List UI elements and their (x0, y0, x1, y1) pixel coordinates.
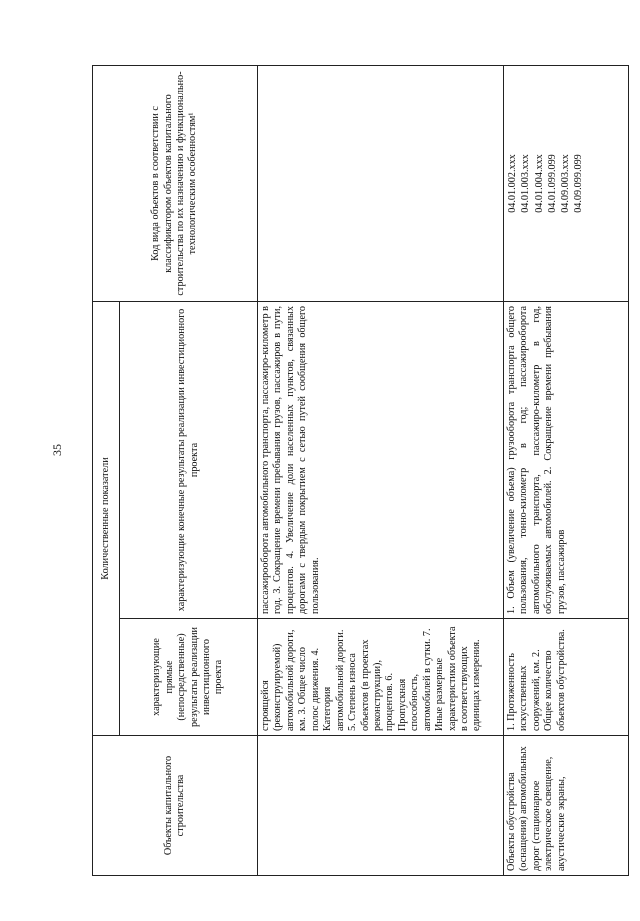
row1-code-cell (258, 66, 504, 302)
row2-direct-results-cell: 1. Протяженность искусственных сооружений, км. 2. Общее количество объектов обустройства. (504, 619, 629, 736)
row2-object-cell: Объекты обустройства (оснащения) автомобильных дорог (стационарное электрическое освещение, акустические экраны, (504, 736, 629, 876)
row1-direct-results-cell: строящейся (реконструируемой) автомобильной дороги, км. 3. Общее число полос движения. 4. Категория автомобильной дороги. 5. Степень износа объектов (в проектах реконструкции), процентов. 6. Пропускная способность, автомобилей в сутки. 7. Иные размерные характеристики объекта в соответствующих единицах измерения. (258, 619, 504, 736)
header-quantitative-indicators: Количественные показатели (93, 302, 120, 736)
object-code: 04.09.099.099 (573, 154, 585, 213)
header-direct-results: характеризующие прямые (непосредственные) результаты реализации инвестиционного проекта (120, 619, 258, 736)
object-code: 04.01.002.xxx (507, 154, 518, 213)
page-number: 35 (50, 444, 64, 456)
rotated-page-content (92, 66, 628, 876)
capital-construction-table (92, 65, 629, 876)
row1-object-cell (258, 736, 504, 876)
object-code: 04.01.004.xxx (533, 154, 545, 213)
object-code: 04.09.003.xxx (560, 154, 571, 213)
object-code: 04.01.003.xxx (520, 154, 532, 213)
header-final-results: характеризующие конечные результаты реализации инвестиционного проекта (120, 302, 258, 619)
row1-final-results-cell: пассажирооборота автомобильного транспорта, пассажиро-километр в год. 3. Сокращение времени пребывания грузов, пассажиров в пути, процентов. 4. Увеличение доли населенных пунктов, связанных дорогами с твердым покрытием с сетью путей сообщения общего пользования. (258, 302, 504, 619)
header-objects: Объекты капитального строительства (93, 736, 258, 876)
row2-final-results-cell: 1. Объем (увеличение объема) грузооборота транспорта общего пользования, тонно-километр в год; пассажирооборота автомобильного транспорта, пассажиро-километр в год, обслуживаемых автомобилей. 2. Сокращение времени пребывания грузов, пассажиров (504, 302, 629, 619)
row2-code-cell (504, 66, 629, 302)
header-object-type-code: Код вида объектов в соответствии с классификатором объектов капитального строительства по их назначению и функционально-технологическим особенностям¹ (93, 66, 258, 302)
object-code: 04.01.099.099 (546, 154, 558, 213)
